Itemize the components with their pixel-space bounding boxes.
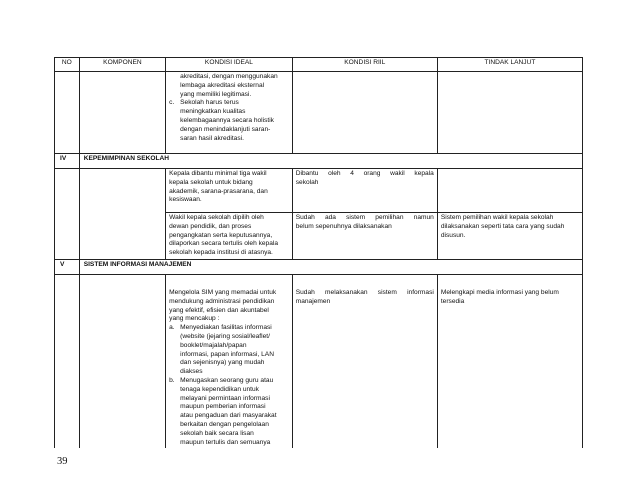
text-line: Dibantu oleh 4 orang wakil kepala xyxy=(295,170,434,177)
cell-no xyxy=(55,169,80,260)
text-line: dengan menindaklanjuti saran- xyxy=(180,125,271,133)
table-row xyxy=(55,274,583,288)
cell-tindak-lanjut xyxy=(437,213,582,260)
text-line: sekolah kepada institusi di atasnya. xyxy=(169,249,273,257)
section-number: IV xyxy=(55,154,80,169)
text-line: Menyediakan fasilitas informasi xyxy=(180,324,272,332)
list-marker: b. xyxy=(169,376,175,384)
cell-tindak-lanjut xyxy=(437,288,582,448)
cell-komponen xyxy=(79,274,165,288)
text-line: dilaporkan secara tertulis oleh kepala xyxy=(169,240,279,248)
cell-no xyxy=(55,288,80,448)
header-tindak-lanjut: TINDAK LANJUT xyxy=(437,58,582,72)
text-line: lembaga akreditasi eksternal xyxy=(180,81,265,89)
text-line: mendukung administrasi pendidikan xyxy=(169,297,275,305)
text-line: sekolah baik secara lisan xyxy=(180,429,254,437)
text-line: (website (jejaring sosial/leaflet/ xyxy=(180,332,270,340)
cell-no xyxy=(55,72,80,154)
cell-kondisi-riil xyxy=(292,72,437,154)
header-kondisi-ideal: KONDISI IDEAL xyxy=(166,58,293,72)
cell-kondisi-riil xyxy=(292,288,437,448)
text-line: belum sepenuhnya dilaksanakan xyxy=(295,222,392,230)
text-line: sekolah xyxy=(295,178,319,186)
cell-tindak-lanjut xyxy=(437,274,582,288)
text-line: yang mencakup : xyxy=(169,315,220,323)
cell-kondisi-ideal xyxy=(166,274,293,288)
text-line: Melengkapi media informasi yang belum xyxy=(440,288,559,296)
text-line: yang memiliki legitimasi. xyxy=(180,90,252,98)
cell-kondisi-riil xyxy=(292,169,437,213)
text-line: pengangkatan serta keputusannya, xyxy=(169,231,273,239)
text-line: melayani permintaan informasi xyxy=(180,394,270,402)
text-line: booklet/majalah/papan xyxy=(180,341,247,349)
table-row xyxy=(55,72,583,154)
cell-kondisi-riil xyxy=(292,213,437,260)
text-line: maupun tertulis dan semuanya xyxy=(180,438,271,446)
list-item xyxy=(169,377,289,447)
text-line: manajemen xyxy=(295,297,331,305)
section-number: V xyxy=(55,259,80,274)
cell-komponen xyxy=(79,72,165,154)
cell-komponen xyxy=(79,288,165,448)
text-line: Kepala dibantu minimal tiga wakil xyxy=(169,170,267,177)
page-number: 39 xyxy=(57,456,68,467)
text-line: maupun pemberian informasi xyxy=(180,403,266,411)
text-line: dan sejenisnya) yang mudah xyxy=(180,359,265,367)
cell-kondisi-riil xyxy=(292,274,437,288)
cell-tindak-lanjut xyxy=(437,169,582,213)
assessment-table xyxy=(54,57,583,448)
text-line: Sudah melaksanakan sistem informasi xyxy=(295,288,434,296)
text-line: diakses xyxy=(180,368,203,376)
list-marker: a. xyxy=(169,324,175,332)
table-header-row xyxy=(55,58,583,72)
table-row xyxy=(55,288,583,448)
text-line: tersedia xyxy=(440,297,465,305)
cell-tindak-lanjut xyxy=(437,72,582,154)
section-header-row xyxy=(55,259,583,274)
text-line: Wakil kepala sekolah dipilih oleh xyxy=(169,214,264,221)
section-title: KEPEMIMPINAN SEKOLAH xyxy=(79,154,582,169)
text-line: kesiswaan. xyxy=(169,196,202,204)
text-line: Sekolah harus terus xyxy=(180,99,239,107)
text-line: akademik, sarana-prasarana, dan xyxy=(169,187,268,195)
list-item xyxy=(169,99,289,143)
cell-kondisi-ideal xyxy=(166,72,293,154)
text-line: Menugaskan seorang guru atau xyxy=(180,376,274,384)
cell-no xyxy=(55,274,80,288)
table-row xyxy=(55,169,583,213)
header-kondisi-riil: KONDISI RIIL xyxy=(292,58,437,72)
text-line: dilaksanakan seperti tata cara yang sudah xyxy=(440,222,565,230)
cell-kondisi-ideal xyxy=(166,169,293,213)
text-line: Mengelola SIM yang memadai untuk xyxy=(169,288,277,296)
text-line: yang efektif, efisien dan akuntabel xyxy=(169,306,269,314)
text-line: saran hasil akreditasi. xyxy=(180,134,244,142)
cell-komponen xyxy=(79,169,165,260)
text-line: akreditasi, dengan menggunakan xyxy=(180,73,278,80)
text-line: Sistem pemilihan wakil kepala sekolah xyxy=(440,214,554,221)
list-marker: c. xyxy=(169,99,175,107)
text-line: informasi, papan informasi, LAN xyxy=(180,350,274,358)
section-header-row xyxy=(55,154,583,169)
cell-kondisi-ideal xyxy=(166,288,293,448)
header-no: NO xyxy=(55,58,80,72)
text-line: Sudah ada sistem pemilihan namun xyxy=(295,214,434,221)
text-line: tenaga kependidikan untuk xyxy=(180,385,259,393)
text-line: disusun. xyxy=(440,231,466,239)
text-line: kelembagaannya secara holistik xyxy=(180,116,274,124)
text-line: meningkatkan kualitas xyxy=(180,108,246,116)
cell-kondisi-ideal xyxy=(166,213,293,260)
text-line: kepala sekolah untuk bidang xyxy=(169,178,253,186)
text-line: dewan pendidik, dan proses xyxy=(169,222,252,230)
list-item xyxy=(169,324,289,377)
section-title: SISTEM INFORMASI MANAJEMEN xyxy=(79,259,582,274)
text-line: berkaitan dengan pengelolaan xyxy=(180,420,269,428)
header-komponen: KOMPONEN xyxy=(79,58,165,72)
text-line: atau pengaduan dari masyarakat xyxy=(180,412,277,420)
